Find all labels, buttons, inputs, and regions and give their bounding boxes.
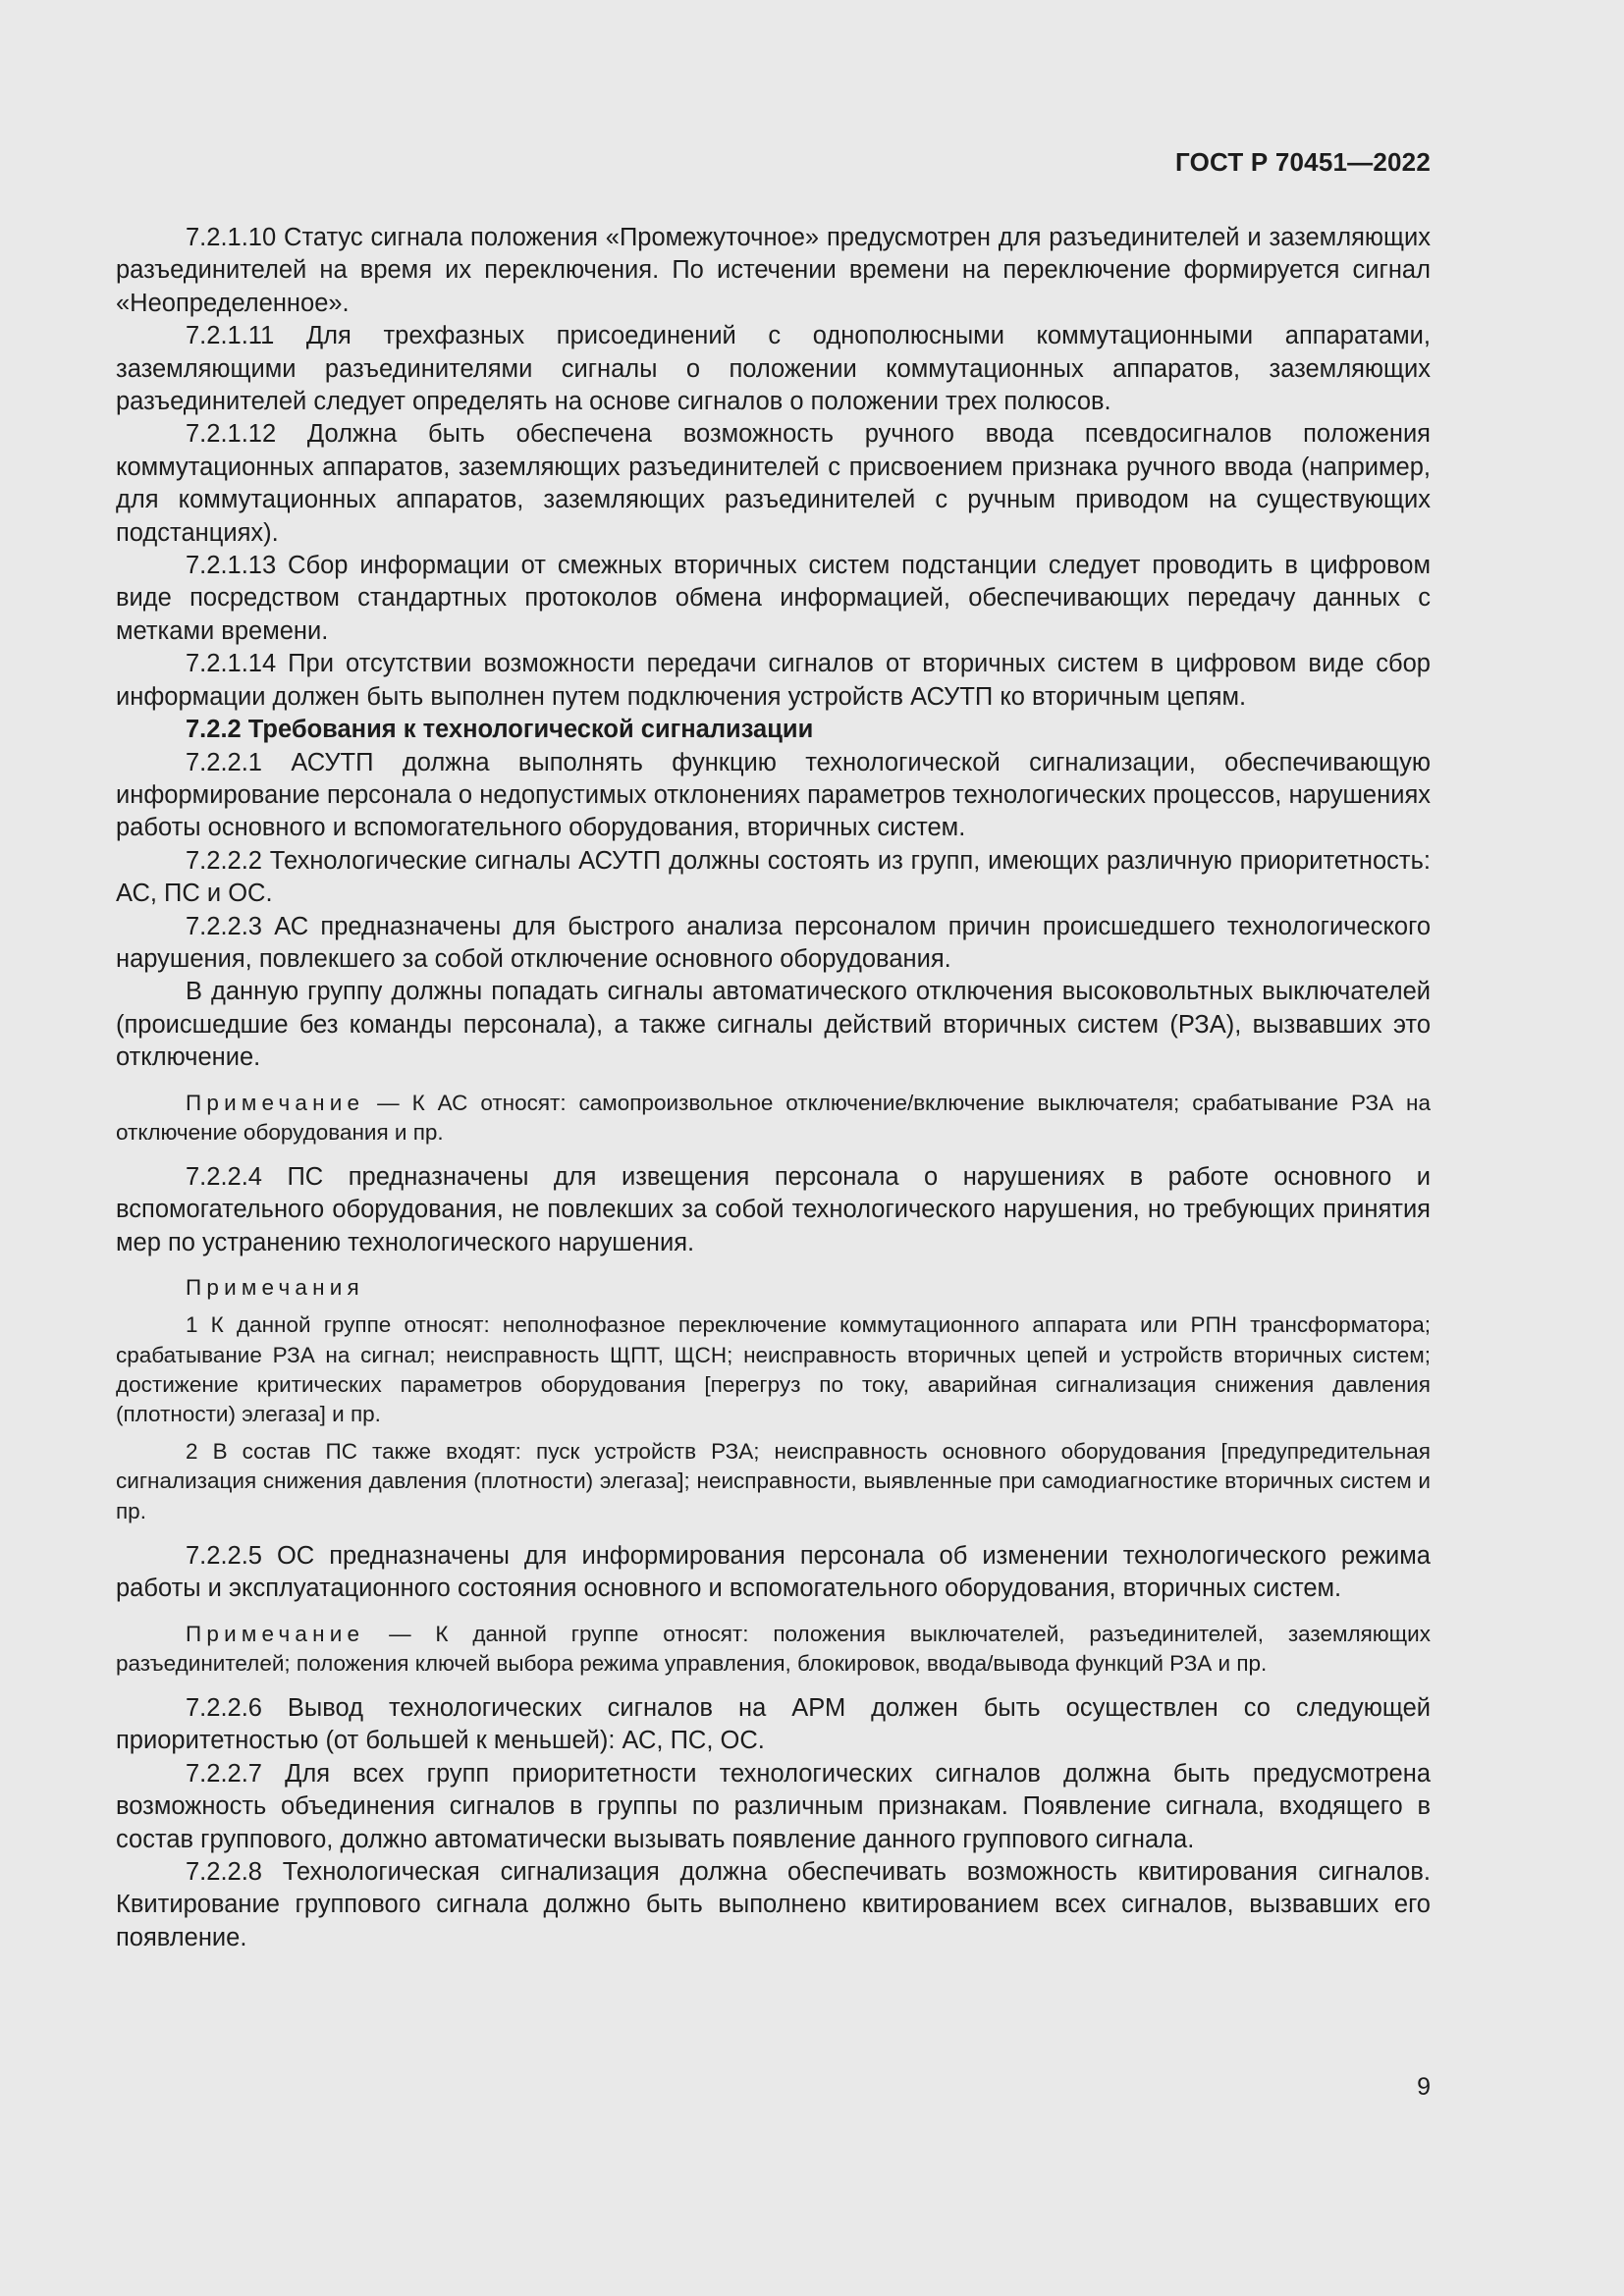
page-number: 9	[1417, 2073, 1431, 2101]
note-ps-1: 1 К данной группе относят: неполнофазное переключение коммутационного аппарата или РПН трансформатора; срабатывание РЗА на сигнал; неисправность ЩПТ, ЩСН; неисправность вторичных цепей и устройств вторичных систем; достижение критических параметров оборудования [перегруз по току, аварийная сигнализация снижения давления (плотности) элегаза] и пр.	[116, 1312, 1431, 1426]
paragraph-7-2-2-4: 7.2.2.4 ПС предназначены для извещения персонала о нарушениях в работе основного и вспомогательного оборудования, не повлекших за собой технологического нарушения, но требующих принятия мер по устранению технологического нарушения.	[116, 1162, 1431, 1256]
paragraph-7-2-1-12: 7.2.1.12 Должна быть обеспечена возможность ручного ввода псевдосигналов положения коммутационных аппаратов, заземляющих разъединителей с присвоением признака ручного ввода (например, для коммутационных аппаратов, заземляющих разъединителей с ручным приводом на существующих подстанциях).	[116, 420, 1431, 547]
paragraph-7-2-2-6: 7.2.2.6 Вывод технологических сигналов на АРМ должен быть осуществлен со следующей приоритетностью (от большей к меньшей): АС, ПС, ОС.	[116, 1694, 1431, 1755]
document-body	[116, 222, 1431, 1954]
note-as	[116, 1089, 1431, 1148]
paragraph-7-2-1-11: 7.2.1.11 Для трехфазных присоединений с однополюсными коммутационными аппаратами, заземляющими разъединителями сигналы о положении коммутационных аппаратов, заземляющих разъединителей следует определять на основе сигналов о положении трех полюсов.	[116, 322, 1431, 416]
paragraph-7-2-1-13: 7.2.1.13 Сбор информации от смежных вторичных систем подстанции следует проводить в цифровом виде посредством стандартных протоколов обмена информацией, обеспечивающих передачу данных с метками времени.	[116, 552, 1431, 645]
paragraph-7-2-2-8: 7.2.2.8 Технологическая сигнализация должна обеспечивать возможность квитирования сигналов. Квитирование группового сигнала должно быть выполнено квитированием всех сигналов, вызвавших его появление.	[116, 1858, 1431, 1951]
note-text: — К АС относят: самопроизвольное отключение/включение выключателя; срабатывание РЗА на отключение оборудования и пр.	[116, 1090, 1431, 1145]
notes-label-text: Примечания	[186, 1275, 364, 1301]
note-ps-2: 2 В состав ПС также входят: пуск устройств РЗА; неисправность основного оборудования [предупредительная сигнализация снижения давления (плотности) элегаза]; неисправности, выявленные при самодиагностике вторичных систем и пр.	[116, 1439, 1431, 1523]
paragraph-7-2-2-2: 7.2.2.2 Технологические сигналы АСУТП должны состоять из групп, имеющих различную приоритетность: АС, ПС и ОС.	[116, 846, 1431, 908]
paragraph-7-2-2-1: 7.2.2.1 АСУТП должна выполнять функцию технологической сигнализации, обеспечивающую информирование персонала о недопустимых отклонениях параметров технологических процессов, нарушениях работы основного и вспомогательного оборудования, вторичных систем.	[116, 748, 1431, 842]
note-os	[116, 1620, 1431, 1679]
note-text: — К данной группе относят: положения выключателей, разъединителей, заземляющих разъединителей; положения ключей выбора режима управления, блокировок, ввода/вывода функций РЗА и пр.	[116, 1621, 1431, 1676]
note-label: Примечание	[186, 1090, 365, 1115]
paragraph-7-2-2-7: 7.2.2.7 Для всех групп приоритетности технологических сигналов должна быть предусмотрена возможность объединения сигналов в группы по различным признакам. Появление сигнала, входящего в состав группового, должно автоматически вызывать появление данного группового сигнала.	[116, 1759, 1431, 1853]
document-header-standard: ГОСТ Р 70451—2022	[1175, 147, 1431, 177]
section-heading-7-2-2: 7.2.2 Требования к технологической сигнализации	[186, 716, 814, 744]
paragraph-7-2-1-10: 7.2.1.10 Статус сигнала положения «Промежуточное» предусмотрен для разъединителей и заземляющих разъединителей на время их переключения. По истечении времени на переключение формируется сигнал «Неопределенное».	[116, 224, 1431, 317]
paragraph-7-2-1-14: 7.2.1.14 При отсутствии возможности передачи сигналов от вторичных систем в цифровом виде сбор информации должен быть выполнен путем подключения устройств АСУТП ко вторичным цепям.	[116, 650, 1431, 711]
note-label: Примечание	[186, 1621, 365, 1646]
paragraph-7-2-2-5: 7.2.2.5 ОС предназначены для информирования персонала об изменении технологического режима работы и эксплуатационного состояния основного и вспомогательного оборудования, вторичных систем.	[116, 1541, 1431, 1603]
notes-label	[116, 1273, 1431, 1303]
paragraph-7-2-2-3: 7.2.2.3 АС предназначены для быстрого анализа персоналом причин происшедшего технологического нарушения, повлекшего за собой отключение основного оборудования.	[116, 912, 1431, 973]
paragraph-7-2-2-3-continued: В данную группу должны попадать сигналы автоматического отключения высоковольтных выключателей (происшедшие без команды персонала), а также сигналы действий вторичных систем (РЗА), вызвавших это отключение.	[116, 978, 1431, 1072]
